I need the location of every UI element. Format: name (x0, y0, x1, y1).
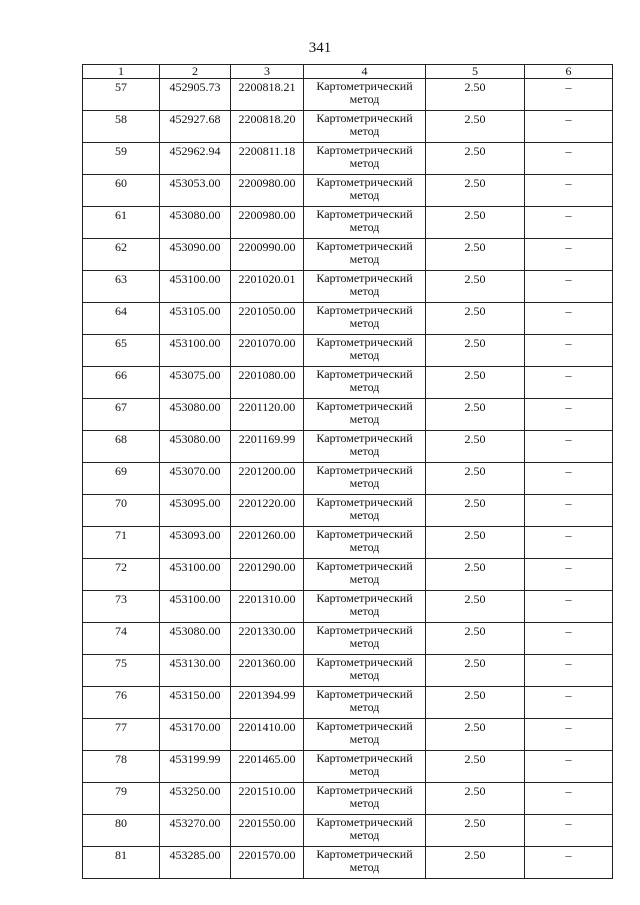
accuracy-cell: 2.50 (426, 207, 525, 239)
accuracy-cell: 2.50 (426, 815, 525, 847)
method-cell: Картометрический метод (304, 559, 426, 591)
accuracy-cell: 2.50 (426, 719, 525, 751)
table-row (83, 335, 613, 367)
table-row (83, 783, 613, 815)
method-cell: Картометрический метод (304, 815, 426, 847)
note-cell: – (525, 271, 613, 303)
table-row (83, 719, 613, 751)
point-number-cell: 59 (83, 143, 160, 175)
accuracy-cell: 2.50 (426, 687, 525, 719)
y-coordinate-cell: 2200980.00 (231, 207, 304, 239)
y-coordinate-cell: 2201550.00 (231, 815, 304, 847)
method-cell: Картометрический метод (304, 527, 426, 559)
column-header-2: 2 (160, 65, 231, 79)
table-row (83, 847, 613, 879)
accuracy-cell: 2.50 (426, 527, 525, 559)
accuracy-cell: 2.50 (426, 623, 525, 655)
method-cell: Картометрический метод (304, 111, 426, 143)
column-header-6: 6 (525, 65, 613, 79)
y-coordinate-cell: 2201220.00 (231, 495, 304, 527)
note-cell: – (525, 239, 613, 271)
table-row (83, 655, 613, 687)
table-row (83, 399, 613, 431)
point-number-cell: 78 (83, 751, 160, 783)
accuracy-cell: 2.50 (426, 559, 525, 591)
point-number-cell: 79 (83, 783, 160, 815)
accuracy-cell: 2.50 (426, 111, 525, 143)
y-coordinate-cell: 2200980.00 (231, 175, 304, 207)
y-coordinate-cell: 2201510.00 (231, 783, 304, 815)
note-cell: – (525, 751, 613, 783)
note-cell: – (525, 527, 613, 559)
method-cell: Картометрический метод (304, 271, 426, 303)
method-cell: Картометрический метод (304, 847, 426, 879)
x-coordinate-cell: 453150.00 (160, 687, 231, 719)
note-cell: – (525, 463, 613, 495)
table-row (83, 303, 613, 335)
table-row (83, 111, 613, 143)
x-coordinate-cell: 452905.73 (160, 79, 231, 111)
x-coordinate-cell: 453100.00 (160, 271, 231, 303)
y-coordinate-cell: 2201570.00 (231, 847, 304, 879)
table-row (83, 559, 613, 591)
method-cell: Картометрический метод (304, 143, 426, 175)
x-coordinate-cell: 453100.00 (160, 335, 231, 367)
method-cell: Картометрический метод (304, 751, 426, 783)
table-header (83, 65, 613, 79)
point-number-cell: 61 (83, 207, 160, 239)
x-coordinate-cell: 453130.00 (160, 655, 231, 687)
note-cell: – (525, 783, 613, 815)
table-row (83, 271, 613, 303)
note-cell: – (525, 559, 613, 591)
y-coordinate-cell: 2200818.20 (231, 111, 304, 143)
y-coordinate-cell: 2201330.00 (231, 623, 304, 655)
point-number-cell: 75 (83, 655, 160, 687)
x-coordinate-cell: 453070.00 (160, 463, 231, 495)
method-cell: Картометрический метод (304, 239, 426, 271)
note-cell: – (525, 111, 613, 143)
note-cell: – (525, 335, 613, 367)
point-number-cell: 66 (83, 367, 160, 399)
point-number-cell: 58 (83, 111, 160, 143)
note-cell: – (525, 495, 613, 527)
y-coordinate-cell: 2200818.21 (231, 79, 304, 111)
x-coordinate-cell: 453170.00 (160, 719, 231, 751)
note-cell: – (525, 79, 613, 111)
table-row (83, 79, 613, 111)
y-coordinate-cell: 2200990.00 (231, 239, 304, 271)
x-coordinate-cell: 453100.00 (160, 591, 231, 623)
accuracy-cell: 2.50 (426, 495, 525, 527)
table-row (83, 207, 613, 239)
note-cell: – (525, 623, 613, 655)
accuracy-cell: 2.50 (426, 399, 525, 431)
note-cell: – (525, 719, 613, 751)
y-coordinate-cell: 2201290.00 (231, 559, 304, 591)
table-row (83, 591, 613, 623)
accuracy-cell: 2.50 (426, 463, 525, 495)
x-coordinate-cell: 453080.00 (160, 623, 231, 655)
method-cell: Картометрический метод (304, 399, 426, 431)
page-number: 341 (308, 40, 332, 56)
point-number-cell: 57 (83, 79, 160, 111)
point-number-cell: 81 (83, 847, 160, 879)
x-coordinate-cell: 453285.00 (160, 847, 231, 879)
y-coordinate-cell: 2201080.00 (231, 367, 304, 399)
point-number-cell: 60 (83, 175, 160, 207)
point-number-cell: 68 (83, 431, 160, 463)
note-cell: – (525, 207, 613, 239)
coordinates-table (82, 64, 613, 879)
accuracy-cell: 2.50 (426, 431, 525, 463)
y-coordinate-cell: 2201070.00 (231, 335, 304, 367)
column-header-1: 1 (83, 65, 160, 79)
note-cell: – (525, 655, 613, 687)
x-coordinate-cell: 452927.68 (160, 111, 231, 143)
y-coordinate-cell: 2201465.00 (231, 751, 304, 783)
table-row (83, 463, 613, 495)
table-row (83, 815, 613, 847)
note-cell: – (525, 399, 613, 431)
table-row (83, 687, 613, 719)
method-cell: Картометрический метод (304, 335, 426, 367)
accuracy-cell: 2.50 (426, 303, 525, 335)
y-coordinate-cell: 2201410.00 (231, 719, 304, 751)
x-coordinate-cell: 453250.00 (160, 783, 231, 815)
point-number-cell: 80 (83, 815, 160, 847)
table-row (83, 143, 613, 175)
accuracy-cell: 2.50 (426, 655, 525, 687)
method-cell: Картометрический метод (304, 623, 426, 655)
x-coordinate-cell: 453100.00 (160, 559, 231, 591)
x-coordinate-cell: 453090.00 (160, 239, 231, 271)
method-cell: Картометрический метод (304, 655, 426, 687)
point-number-cell: 72 (83, 559, 160, 591)
point-number-cell: 67 (83, 399, 160, 431)
table-body (83, 79, 613, 879)
method-cell: Картометрический метод (304, 495, 426, 527)
accuracy-cell: 2.50 (426, 271, 525, 303)
method-cell: Картометрический метод (304, 207, 426, 239)
method-cell: Картометрический метод (304, 719, 426, 751)
y-coordinate-cell: 2201310.00 (231, 591, 304, 623)
x-coordinate-cell: 453270.00 (160, 815, 231, 847)
table-row (83, 239, 613, 271)
note-cell: – (525, 303, 613, 335)
note-cell: – (525, 175, 613, 207)
note-cell: – (525, 431, 613, 463)
y-coordinate-cell: 2201120.00 (231, 399, 304, 431)
y-coordinate-cell: 2200811.18 (231, 143, 304, 175)
method-cell: Картометрический метод (304, 79, 426, 111)
method-cell: Картометрический метод (304, 175, 426, 207)
column-header-5: 5 (426, 65, 525, 79)
table-row (83, 431, 613, 463)
point-number-cell: 77 (83, 719, 160, 751)
note-cell: – (525, 847, 613, 879)
y-coordinate-cell: 2201020.01 (231, 271, 304, 303)
point-number-cell: 69 (83, 463, 160, 495)
point-number-cell: 62 (83, 239, 160, 271)
accuracy-cell: 2.50 (426, 783, 525, 815)
x-coordinate-cell: 453080.00 (160, 431, 231, 463)
note-cell: – (525, 367, 613, 399)
method-cell: Картометрический метод (304, 367, 426, 399)
x-coordinate-cell: 453095.00 (160, 495, 231, 527)
accuracy-cell: 2.50 (426, 335, 525, 367)
x-coordinate-cell: 453075.00 (160, 367, 231, 399)
note-cell: – (525, 143, 613, 175)
y-coordinate-cell: 2201260.00 (231, 527, 304, 559)
x-coordinate-cell: 453199.99 (160, 751, 231, 783)
accuracy-cell: 2.50 (426, 367, 525, 399)
accuracy-cell: 2.50 (426, 143, 525, 175)
method-cell: Картометрический метод (304, 303, 426, 335)
point-number-cell: 76 (83, 687, 160, 719)
method-cell: Картометрический метод (304, 591, 426, 623)
point-number-cell: 64 (83, 303, 160, 335)
x-coordinate-cell: 453080.00 (160, 207, 231, 239)
accuracy-cell: 2.50 (426, 751, 525, 783)
point-number-cell: 74 (83, 623, 160, 655)
x-coordinate-cell: 453093.00 (160, 527, 231, 559)
x-coordinate-cell: 453080.00 (160, 399, 231, 431)
table-row (83, 623, 613, 655)
point-number-cell: 65 (83, 335, 160, 367)
table-row (83, 527, 613, 559)
table-row (83, 495, 613, 527)
column-header-3: 3 (231, 65, 304, 79)
table-row (83, 367, 613, 399)
point-number-cell: 63 (83, 271, 160, 303)
point-number-cell: 70 (83, 495, 160, 527)
method-cell: Картометрический метод (304, 783, 426, 815)
method-cell: Картометрический метод (304, 463, 426, 495)
accuracy-cell: 2.50 (426, 175, 525, 207)
note-cell: – (525, 815, 613, 847)
column-header-4: 4 (304, 65, 426, 79)
point-number-cell: 71 (83, 527, 160, 559)
accuracy-cell: 2.50 (426, 79, 525, 111)
y-coordinate-cell: 2201050.00 (231, 303, 304, 335)
y-coordinate-cell: 2201360.00 (231, 655, 304, 687)
y-coordinate-cell: 2201394.99 (231, 687, 304, 719)
x-coordinate-cell: 452962.94 (160, 143, 231, 175)
note-cell: – (525, 591, 613, 623)
y-coordinate-cell: 2201200.00 (231, 463, 304, 495)
x-coordinate-cell: 453053.00 (160, 175, 231, 207)
table-row (83, 175, 613, 207)
header-row (83, 65, 613, 79)
accuracy-cell: 2.50 (426, 239, 525, 271)
x-coordinate-cell: 453105.00 (160, 303, 231, 335)
table-row (83, 751, 613, 783)
point-number-cell: 73 (83, 591, 160, 623)
note-cell: – (525, 687, 613, 719)
method-cell: Картометрический метод (304, 687, 426, 719)
accuracy-cell: 2.50 (426, 591, 525, 623)
accuracy-cell: 2.50 (426, 847, 525, 879)
method-cell: Картометрический метод (304, 431, 426, 463)
y-coordinate-cell: 2201169.99 (231, 431, 304, 463)
